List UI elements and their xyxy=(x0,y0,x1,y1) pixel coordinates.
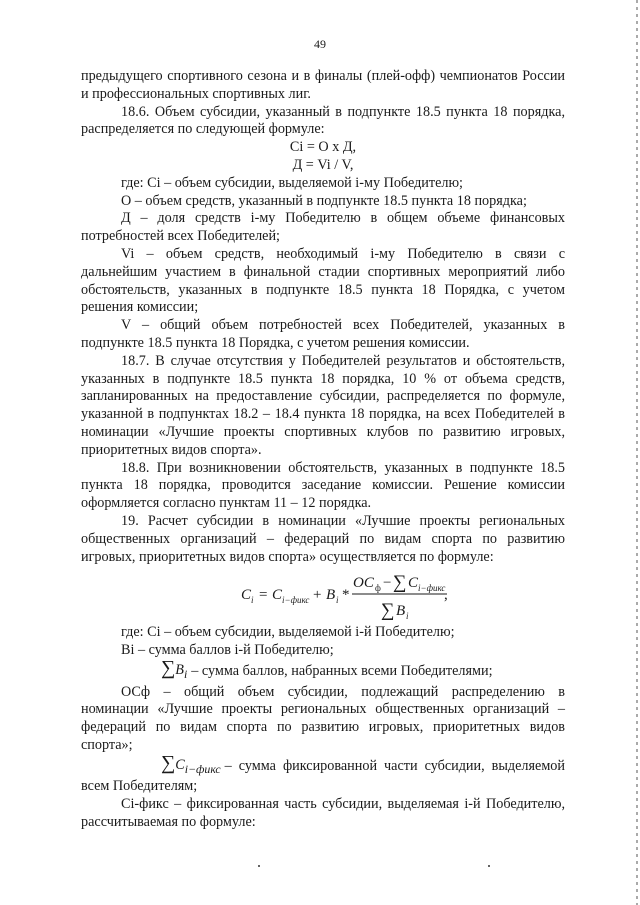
definition: V – общий объем потребностей всех Победителей, указанных в подпункте 18.5 пункта 18 Порядка, с учетом решения комиссии. xyxy=(81,317,565,351)
sum-cfix-symbol: $\sum C_{i-фикс}$ xyxy=(161,751,221,776)
formula-minus: − xyxy=(383,575,392,592)
formula-num: OC xyxy=(353,575,374,592)
formula-line: Ci = О х Д, xyxy=(289,139,357,156)
formula-num: C xyxy=(408,575,419,592)
paragraph: 18.8. При возникновении обстоятельств, указанных в подпункте 18.5 пункта 18 порядка, проводится заседание комиссии. Решение комиссии оформляется согласно пунктам 11 – 12 порядка. xyxy=(81,459,565,512)
formula-lhs: C xyxy=(241,587,252,604)
formula-sub: i xyxy=(406,611,409,622)
definition: $\sum C_{i-фикс}$ – сумма фиксированной части субсидии, выделяемой всем Победителям; xyxy=(81,751,565,795)
sum-b-symbol: $\sum B_i$ xyxy=(161,656,188,681)
formula-term: C xyxy=(272,587,283,604)
formula-sub: i xyxy=(336,595,339,606)
formula-times: * xyxy=(342,587,350,604)
formula-sub: i xyxy=(251,595,254,606)
formula-term: B xyxy=(326,587,336,604)
subsidy-formula xyxy=(241,568,451,622)
formula-sub: i−фикс xyxy=(282,595,310,606)
page-number: 49 xyxy=(314,37,326,51)
formula-comma: , xyxy=(444,587,448,604)
formula-sub: i−фикс xyxy=(418,583,446,594)
page-edge xyxy=(636,0,638,905)
formula-plus: + xyxy=(313,587,322,604)
scan-mark xyxy=(258,865,260,867)
sigma-icon: ∑ xyxy=(381,600,395,622)
formula-den: B xyxy=(396,603,406,620)
paragraph: 18.6. Объем субсидии, указанный в подпункте 18.5 пункта 18 порядка, распределяется по следующей формуле: xyxy=(81,103,565,138)
definition: Bi – сумма баллов i-й Победителю; xyxy=(121,642,334,659)
definition: Д – доля средств i-му Победителю в общем объеме финансовых потребностей всех Победителей; xyxy=(81,210,565,245)
definition: ОСф – общий объем субсидии, подлежащий распределению в номинации «Лучшие проекты региональных общественных организаций – федераций по видам спорта по развитию игровых, приоритетных видов спорта»; xyxy=(81,683,565,753)
definition: где: Ci – объем субсидии, выделяемой i-й Победителю; xyxy=(121,624,455,641)
definition: Vi – объем средств, необходимый i-му Победителю в связи с дальнейшим участием в финальной стадии спортивных мероприятий либо обстоятельств, указанных в подпункте 18.5 пункта 18 Порядка, с учетом решения комиссии; xyxy=(81,245,565,316)
formula-equals: = xyxy=(259,587,268,604)
formula-sub: ф xyxy=(375,583,381,594)
paragraph: предыдущего спортивного сезона и в финалы (плей-офф) чемпионатов России и профессиональных спортивных лиг. xyxy=(81,68,565,102)
paragraph: 18.7. В случае отсутствия у Победителей результатов и обстоятельств, указанных в подпункте 18.5 пункта 18 порядка, 10 % от объема средств, запланированных на предоставление субсидии, распределяется по формуле, указанной в подпунктах 18.2 – 18.4 пункта 18 порядка, на всех Победителей в номинации «Лучшие проекты спортивных клубов по развитию игровых, приоритетных видов спорта». xyxy=(81,352,565,458)
paragraph: 19. Расчет субсидии в номинации «Лучшие проекты региональных общественных организаций – федераций по видам спорта по развитию игровых, приоритетных видов спорта» осуществляется по формуле: xyxy=(81,512,565,565)
definition: О – объем средств, указанный в подпункте 18.5 пункта 18 порядка; xyxy=(121,192,527,209)
formula-line: Д = Vi / V, xyxy=(292,156,354,173)
definition: где: Ci – объем субсидии, выделяемой i-му Победителю; xyxy=(121,174,464,191)
definition: $\sum B_i$ – сумма баллов, набранных всеми Победителями; xyxy=(81,660,565,684)
definition: Ci-фикс – фиксированная часть субсидии, выделяемая i-й Победителю, рассчитываемая по формуле: xyxy=(81,796,565,830)
scan-mark xyxy=(488,865,490,867)
document-body xyxy=(81,68,565,832)
sigma-icon: ∑ xyxy=(393,572,407,594)
